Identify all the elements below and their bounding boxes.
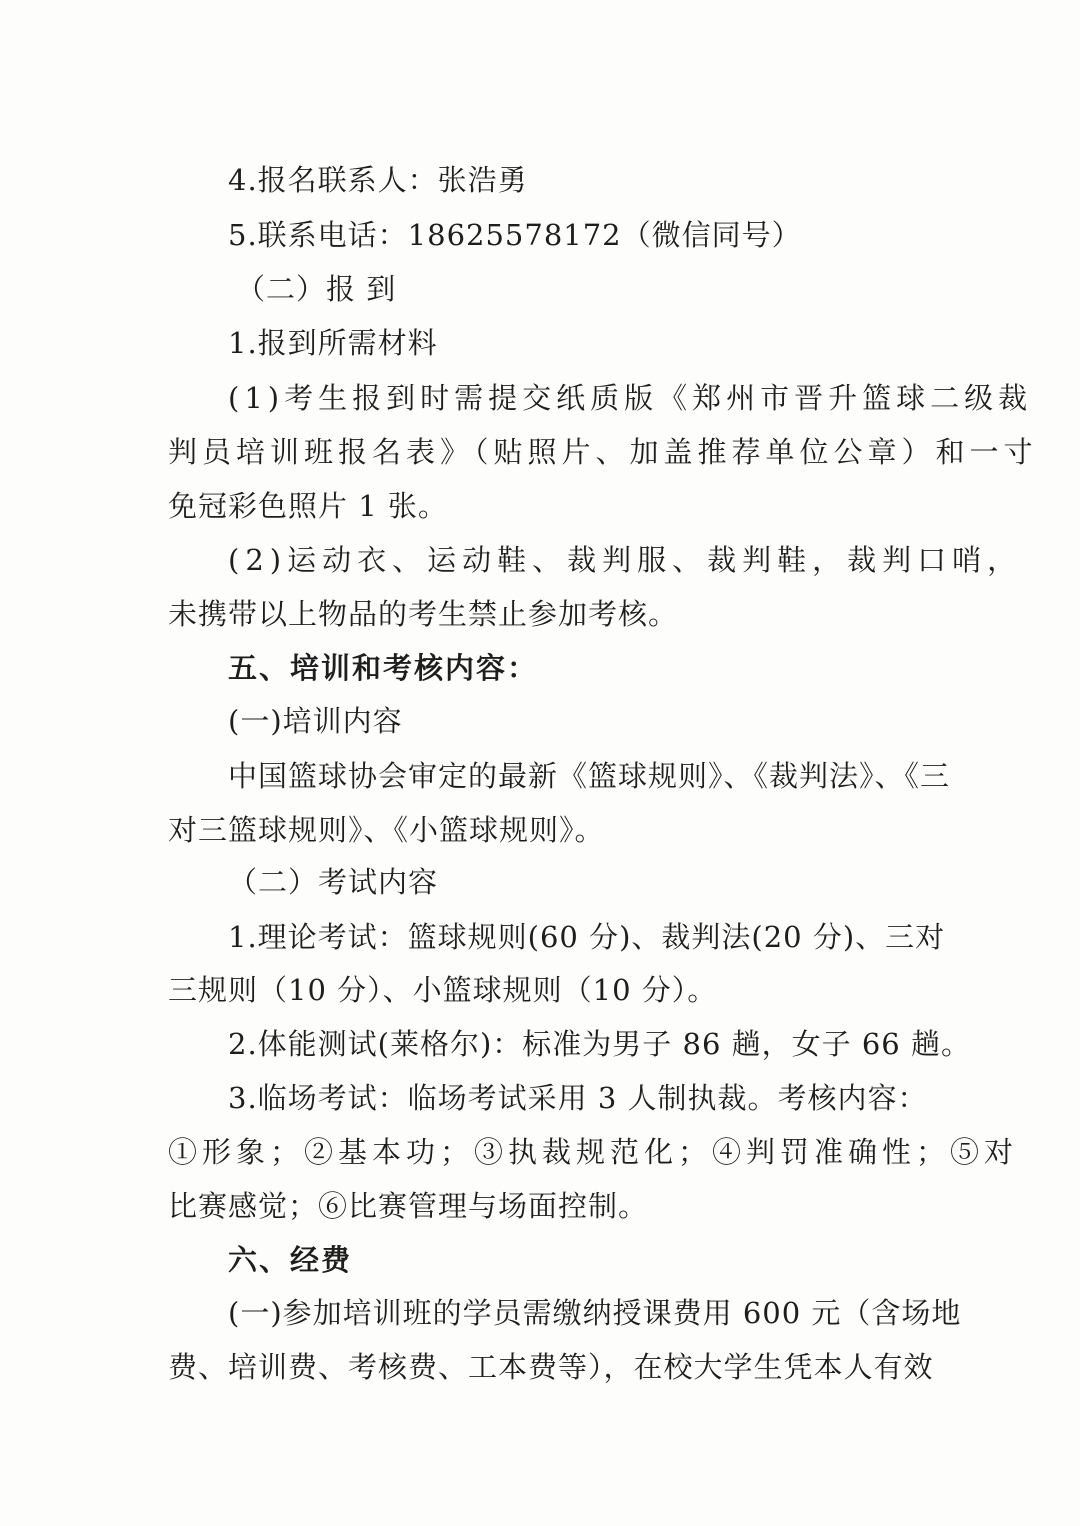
paragraph-line: 对三篮球规则》、《小篮球规则》。 — [168, 813, 605, 847]
required-materials-heading: 1.报到所需材料 — [228, 326, 438, 360]
paragraph-line: 比赛感觉；⑥比赛管理与场面控制。 — [168, 1189, 649, 1223]
paragraph-line: 判员培训班报名表》（贴照片、加盖推荐单位公章）和一寸 — [168, 435, 1038, 469]
paragraph-line: 费、培训费、考核费、工本费等），在校大学生凭本人有效 — [168, 1350, 934, 1384]
subsection-heading-registration: （二）报 到 — [236, 272, 397, 306]
paragraph-line: 2.体能测试(莱格尔)：标准为男子 86 趟，女子 66 趟。 — [228, 1027, 971, 1061]
paragraph-line: (1)考生报到时需提交纸质版《郑州市晋升篮球二级裁 — [228, 381, 1033, 415]
subsection-heading-training: (一)培训内容 — [228, 704, 403, 738]
section-heading-fees: 六、经费 — [228, 1243, 353, 1277]
paragraph-line: 中国篮球协会审定的最新《篮球规则》、《裁判法》、《三 — [228, 759, 951, 793]
subsection-heading-exam: （二）考试内容 — [228, 865, 439, 899]
paragraph-line: 三规则（10 分）、小篮球规则（10 分）。 — [168, 973, 718, 1007]
paragraph-line: (2)运动衣、运动鞋、裁判服、裁判鞋，裁判口哨， — [228, 543, 1023, 577]
paragraph-line: 3.临场考试：临场考试采用 3 人制执裁。考核内容： — [228, 1081, 928, 1115]
paragraph-line: (一)参加培训班的学员需缴纳授课费用 600 元（含场地 — [228, 1296, 962, 1330]
paragraph-line: 免冠彩色照片 1 张。 — [168, 489, 448, 523]
section-heading-training-content: 五、培训和考核内容： — [228, 651, 539, 685]
contact-person-line: 4.报名联系人：张浩勇 — [228, 163, 528, 197]
paragraph-line: ①形象；②基本功；③执裁规范化；④判罚准确性；⑤对 — [168, 1135, 1019, 1169]
paragraph-line: 未携带以上物品的考生禁止参加考核。 — [168, 597, 679, 631]
contact-phone-line: 5.联系电话：18625578172（微信同号） — [228, 218, 802, 252]
paragraph-line: 1.理论考试：篮球规则(60 分)、裁判法(20 分)、三对 — [228, 920, 946, 954]
